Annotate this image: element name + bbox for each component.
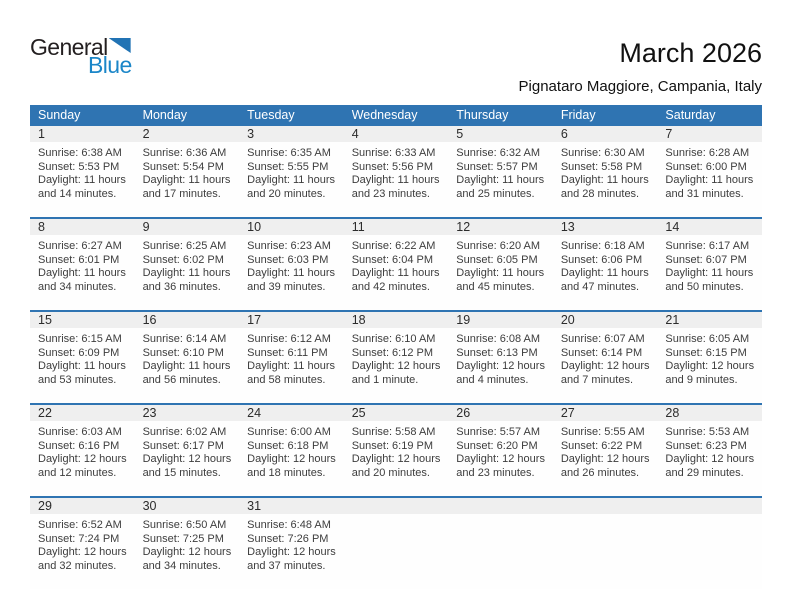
day-number: 9 xyxy=(142,220,150,234)
sunset-text: Sunset: 6:12 PM xyxy=(351,346,434,359)
sunrise-text: Sunrise: 6:05 AM xyxy=(665,333,750,345)
day-cell xyxy=(344,498,449,589)
general-blue-logo xyxy=(30,36,132,77)
daylight-text-line2: and 20 minutes. xyxy=(351,466,430,479)
daylight-text-line2: and 36 minutes. xyxy=(142,280,221,293)
day-cell xyxy=(239,126,344,217)
day-number: 1 xyxy=(38,127,45,141)
daylight-text-line2: and 4 minutes. xyxy=(456,373,529,386)
week-row xyxy=(30,310,762,403)
week-row xyxy=(30,496,762,589)
day-cell xyxy=(448,219,553,310)
sunrise-text: Sunrise: 5:55 AM xyxy=(560,426,645,438)
sunset-text: Sunset: 6:19 PM xyxy=(351,439,434,452)
day-number: 31 xyxy=(247,499,262,513)
day-cell xyxy=(448,312,553,403)
sunset-text: Sunset: 6:03 PM xyxy=(247,253,329,266)
daylight-text-line1: Daylight: 11 hours xyxy=(142,267,231,279)
daylight-text-line2: and 1 minute. xyxy=(351,373,419,386)
week-row xyxy=(30,217,762,310)
day-details xyxy=(665,147,759,201)
sunset-text: Sunset: 5:54 PM xyxy=(142,160,224,173)
day-cell xyxy=(448,498,553,589)
sunset-text: Sunset: 6:14 PM xyxy=(560,346,643,359)
daylight-text-line2: and 23 minutes. xyxy=(456,466,535,479)
sunset-text: Sunset: 6:15 PM xyxy=(665,346,747,359)
sunset-text: Sunset: 6:01 PM xyxy=(38,253,120,266)
day-details xyxy=(456,426,550,480)
day-details xyxy=(352,147,446,201)
sunset-text: Sunset: 5:58 PM xyxy=(560,160,643,173)
day-details xyxy=(352,240,446,294)
day-cell xyxy=(135,405,240,496)
page-subtitle: Pignataro Maggiore, Campania, Italy xyxy=(518,78,762,95)
day-cell xyxy=(30,498,135,589)
day-number: 30 xyxy=(142,499,157,513)
sunrise-text: Sunrise: 5:57 AM xyxy=(456,426,541,438)
sunrise-text: Sunrise: 6:23 AM xyxy=(247,240,331,252)
sunrise-text: Sunrise: 6:27 AM xyxy=(38,240,122,252)
daylight-text-line2: and 32 minutes. xyxy=(38,559,117,572)
daylight-text-line2: and 34 minutes. xyxy=(38,280,117,293)
day-number: 4 xyxy=(351,127,359,141)
daylight-text-line2: and 18 minutes. xyxy=(247,466,326,479)
daylight-text-line1: Daylight: 11 hours xyxy=(560,267,649,279)
sunrise-text: Sunrise: 6:20 AM xyxy=(456,240,541,252)
weeks-container xyxy=(30,126,762,589)
sunrise-text: Sunrise: 5:53 AM xyxy=(665,426,750,438)
daylight-text-line1: Daylight: 11 hours xyxy=(456,174,545,186)
sunrise-text: Sunrise: 6:10 AM xyxy=(351,333,436,345)
daylight-text-line1: Daylight: 11 hours xyxy=(665,174,754,186)
day-details xyxy=(561,333,655,387)
daylight-text-line1: Daylight: 12 hours xyxy=(456,360,545,372)
daylight-text-line2: and 17 minutes. xyxy=(142,187,221,200)
sunset-text: Sunset: 6:20 PM xyxy=(456,439,538,452)
daylight-text-line2: and 56 minutes. xyxy=(142,373,221,386)
day-number: 20 xyxy=(560,313,575,327)
day-cell xyxy=(135,126,240,217)
day-cell xyxy=(239,498,344,589)
sunset-text: Sunset: 7:24 PM xyxy=(38,532,120,545)
day-cell xyxy=(344,219,449,310)
sunset-text: Sunset: 5:56 PM xyxy=(351,160,434,173)
daylight-text-line1: Daylight: 12 hours xyxy=(38,453,127,465)
daylight-text-line1: Daylight: 11 hours xyxy=(351,174,440,186)
day-number: 26 xyxy=(456,406,471,420)
day-cell xyxy=(30,126,135,217)
daylight-text-line1: Daylight: 11 hours xyxy=(665,267,754,279)
sunrise-text: Sunrise: 6:17 AM xyxy=(665,240,750,252)
sunrise-text: Sunrise: 6:33 AM xyxy=(351,147,436,159)
day-cell xyxy=(448,126,553,217)
day-number: 15 xyxy=(38,313,52,327)
day-details xyxy=(352,333,446,387)
sunset-text: Sunset: 5:55 PM xyxy=(247,160,329,173)
daylight-text-line2: and 58 minutes. xyxy=(247,373,326,386)
sunrise-text: Sunrise: 6:28 AM xyxy=(665,147,750,159)
sunset-text: Sunset: 6:22 PM xyxy=(560,439,643,452)
day-number: 22 xyxy=(38,406,52,420)
day-cell xyxy=(553,498,658,589)
day-details xyxy=(38,333,132,387)
sunrise-text: Sunrise: 6:36 AM xyxy=(142,147,227,159)
sunrise-text: Sunrise: 6:15 AM xyxy=(38,333,122,345)
day-number: 25 xyxy=(351,406,366,420)
logo-triangle-icon xyxy=(109,38,131,53)
weekday-header-sunday: Sunday xyxy=(38,108,81,122)
day-cell xyxy=(553,126,658,217)
sunrise-text: Sunrise: 6:14 AM xyxy=(142,333,227,345)
day-cell xyxy=(135,219,240,310)
day-cell xyxy=(344,312,449,403)
day-details xyxy=(143,147,237,201)
sunset-text: Sunset: 6:02 PM xyxy=(142,253,224,266)
sunrise-text: Sunrise: 6:25 AM xyxy=(142,240,227,252)
daylight-text-line1: Daylight: 12 hours xyxy=(38,546,127,558)
daylight-text-line1: Daylight: 12 hours xyxy=(351,453,441,465)
sunrise-text: Sunrise: 6:08 AM xyxy=(456,333,541,345)
daylight-text-line1: Daylight: 12 hours xyxy=(665,360,755,372)
sunset-text: Sunset: 6:13 PM xyxy=(456,346,538,359)
day-number: 6 xyxy=(560,127,568,141)
page-title: March 2026 xyxy=(619,38,762,68)
daylight-text-line2: and 9 minutes. xyxy=(665,373,738,386)
daylight-text-line1: Daylight: 12 hours xyxy=(351,360,441,372)
daylight-text-line1: Daylight: 11 hours xyxy=(247,174,335,186)
sunrise-text: Sunrise: 6:48 AM xyxy=(247,519,331,531)
day-number: 12 xyxy=(456,220,471,234)
daylight-text-line2: and 26 minutes. xyxy=(560,466,640,479)
day-cell xyxy=(239,312,344,403)
sunset-text: Sunset: 6:11 PM xyxy=(247,346,328,359)
sunset-text: Sunset: 6:18 PM xyxy=(247,439,329,452)
daylight-text-line2: and 15 minutes. xyxy=(142,466,221,479)
weekday-header-monday: Monday xyxy=(142,108,188,122)
sunrise-text: Sunrise: 6:35 AM xyxy=(247,147,331,159)
sunset-text: Sunset: 7:25 PM xyxy=(142,532,224,545)
day-number: 24 xyxy=(247,406,262,420)
day-cell xyxy=(344,126,449,217)
weekday-header-row xyxy=(30,105,762,126)
sunset-text: Sunset: 6:10 PM xyxy=(142,346,224,359)
daylight-text-line2: and 25 minutes. xyxy=(456,187,535,200)
day-cell xyxy=(553,405,658,496)
daylight-text-line2: and 47 minutes. xyxy=(560,280,640,293)
weekday-header-saturday: Saturday xyxy=(665,108,716,122)
sunrise-text: Sunrise: 6:30 AM xyxy=(560,147,645,159)
sunrise-text: Sunrise: 6:50 AM xyxy=(142,519,227,531)
day-details xyxy=(456,240,550,294)
day-cell xyxy=(344,405,449,496)
day-details xyxy=(38,147,132,201)
day-cell xyxy=(30,312,135,403)
day-number: 3 xyxy=(247,127,255,141)
sunrise-text: Sunrise: 6:07 AM xyxy=(560,333,645,345)
day-cell xyxy=(657,219,762,310)
sunset-text: Sunset: 5:53 PM xyxy=(38,160,120,173)
day-number: 10 xyxy=(247,220,262,234)
daylight-text-line1: Daylight: 11 hours xyxy=(456,267,545,279)
daylight-text-line1: Daylight: 12 hours xyxy=(142,546,232,558)
logo-text-blue: Blue xyxy=(88,52,132,78)
day-details xyxy=(561,147,655,201)
day-details xyxy=(247,147,341,201)
daylight-text-line2: and 34 minutes. xyxy=(142,559,221,572)
daylight-text-line1: Daylight: 12 hours xyxy=(456,453,545,465)
daylight-text-line1: Daylight: 11 hours xyxy=(38,267,126,279)
day-details xyxy=(143,240,237,294)
sunset-text: Sunset: 6:05 PM xyxy=(456,253,538,266)
day-number: 7 xyxy=(665,127,673,141)
day-number: 19 xyxy=(456,313,471,327)
daylight-text-line2: and 28 minutes. xyxy=(560,187,640,200)
day-number: 29 xyxy=(38,499,52,513)
day-number: 11 xyxy=(351,220,365,234)
day-details xyxy=(665,426,759,480)
logo-text-general: General xyxy=(30,34,108,60)
day-cell xyxy=(239,219,344,310)
day-number: 18 xyxy=(351,313,366,327)
sunrise-text: Sunrise: 6:02 AM xyxy=(142,426,227,438)
day-details xyxy=(352,426,446,480)
day-number: 8 xyxy=(38,220,45,234)
daylight-text-line1: Daylight: 12 hours xyxy=(247,453,336,465)
daylight-text-line1: Daylight: 12 hours xyxy=(560,453,650,465)
day-cell xyxy=(553,219,658,310)
daylight-text-line1: Daylight: 11 hours xyxy=(142,360,231,372)
weekday-header-wednesday: Wednesday xyxy=(351,108,418,122)
daylight-text-line2: and 23 minutes. xyxy=(351,187,430,200)
daylight-text-line1: Daylight: 11 hours xyxy=(247,360,335,372)
day-number: 14 xyxy=(665,220,680,234)
day-cell xyxy=(30,219,135,310)
sunset-text: Sunset: 5:57 PM xyxy=(456,160,538,173)
day-number: 28 xyxy=(665,406,680,420)
daylight-text-line1: Daylight: 11 hours xyxy=(38,174,126,186)
day-cell xyxy=(553,312,658,403)
day-details xyxy=(665,240,759,294)
sunrise-text: Sunrise: 6:12 AM xyxy=(247,333,331,345)
weekday-header-friday: Friday xyxy=(560,108,596,122)
day-cell xyxy=(657,405,762,496)
daylight-text-line2: and 7 minutes. xyxy=(560,373,633,386)
daylight-text-line2: and 42 minutes. xyxy=(351,280,430,293)
day-details xyxy=(561,240,655,294)
daylight-text-line1: Daylight: 11 hours xyxy=(560,174,649,186)
day-cell xyxy=(30,405,135,496)
daylight-text-line2: and 37 minutes. xyxy=(247,559,326,572)
day-number: 17 xyxy=(247,313,262,327)
day-details xyxy=(38,426,132,480)
day-cell xyxy=(657,312,762,403)
day-details xyxy=(38,519,132,573)
daylight-text-line2: and 53 minutes. xyxy=(38,373,117,386)
daylight-text-line1: Daylight: 12 hours xyxy=(142,453,232,465)
sunrise-text: Sunrise: 6:52 AM xyxy=(38,519,122,531)
title-block xyxy=(519,36,762,95)
sunset-text: Sunset: 6:16 PM xyxy=(38,439,120,452)
week-row xyxy=(30,403,762,496)
sunset-text: Sunset: 6:06 PM xyxy=(560,253,643,266)
daylight-text-line2: and 20 minutes. xyxy=(247,187,326,200)
day-details xyxy=(247,333,341,387)
sunrise-text: Sunrise: 5:58 AM xyxy=(351,426,436,438)
day-details xyxy=(561,426,655,480)
day-number: 23 xyxy=(142,406,157,420)
day-details xyxy=(143,333,237,387)
daylight-text-line1: Daylight: 11 hours xyxy=(38,360,126,372)
sunset-text: Sunset: 7:26 PM xyxy=(247,532,329,545)
sunrise-text: Sunrise: 6:22 AM xyxy=(351,240,436,252)
day-cell xyxy=(239,405,344,496)
day-number: 27 xyxy=(560,406,575,420)
day-details xyxy=(38,240,132,294)
daylight-text-line1: Daylight: 11 hours xyxy=(247,267,335,279)
daylight-text-line2: and 50 minutes. xyxy=(665,280,744,293)
sunrise-text: Sunrise: 6:32 AM xyxy=(456,147,541,159)
day-details xyxy=(247,240,341,294)
sunset-text: Sunset: 6:23 PM xyxy=(665,439,747,452)
daylight-text-line1: Daylight: 11 hours xyxy=(142,174,231,186)
sunrise-text: Sunrise: 6:03 AM xyxy=(38,426,122,438)
daylight-text-line2: and 29 minutes. xyxy=(665,466,744,479)
daylight-text-line2: and 39 minutes. xyxy=(247,280,326,293)
daylight-text-line2: and 31 minutes. xyxy=(665,187,744,200)
day-details xyxy=(143,426,237,480)
sunrise-text: Sunrise: 6:00 AM xyxy=(247,426,331,438)
week-row xyxy=(30,126,762,217)
day-number: 16 xyxy=(142,313,157,327)
weekday-header-tuesday: Tuesday xyxy=(247,108,295,122)
day-number: 21 xyxy=(665,313,680,327)
daylight-text-line2: and 14 minutes. xyxy=(38,187,117,200)
sunrise-text: Sunrise: 6:38 AM xyxy=(38,147,122,159)
daylight-text-line1: Daylight: 12 hours xyxy=(560,360,650,372)
sunset-text: Sunset: 6:00 PM xyxy=(665,160,747,173)
day-cell xyxy=(448,405,553,496)
page-header xyxy=(30,0,762,105)
day-number: 13 xyxy=(560,220,575,234)
day-cell xyxy=(135,498,240,589)
day-details xyxy=(665,333,759,387)
day-details xyxy=(143,519,237,573)
day-number: 2 xyxy=(142,127,150,141)
sunset-text: Sunset: 6:17 PM xyxy=(142,439,224,452)
sunset-text: Sunset: 6:09 PM xyxy=(38,346,120,359)
daylight-text-line2: and 12 minutes. xyxy=(38,466,117,479)
day-number: 5 xyxy=(456,127,464,141)
month-calendar xyxy=(30,105,762,589)
weekday-header-thursday: Thursday xyxy=(456,108,509,122)
day-cell xyxy=(657,498,762,589)
daylight-text-line1: Daylight: 12 hours xyxy=(665,453,755,465)
day-details xyxy=(247,519,341,573)
daylight-text-line1: Daylight: 11 hours xyxy=(351,267,440,279)
daylight-text-line2: and 45 minutes. xyxy=(456,280,535,293)
day-cell xyxy=(135,312,240,403)
sunset-text: Sunset: 6:07 PM xyxy=(665,253,747,266)
sunset-text: Sunset: 6:04 PM xyxy=(351,253,434,266)
sunrise-text: Sunrise: 6:18 AM xyxy=(560,240,645,252)
daylight-text-line1: Daylight: 12 hours xyxy=(247,546,336,558)
day-details xyxy=(247,426,341,480)
day-cell xyxy=(657,126,762,217)
day-details xyxy=(456,333,550,387)
day-details xyxy=(456,147,550,201)
